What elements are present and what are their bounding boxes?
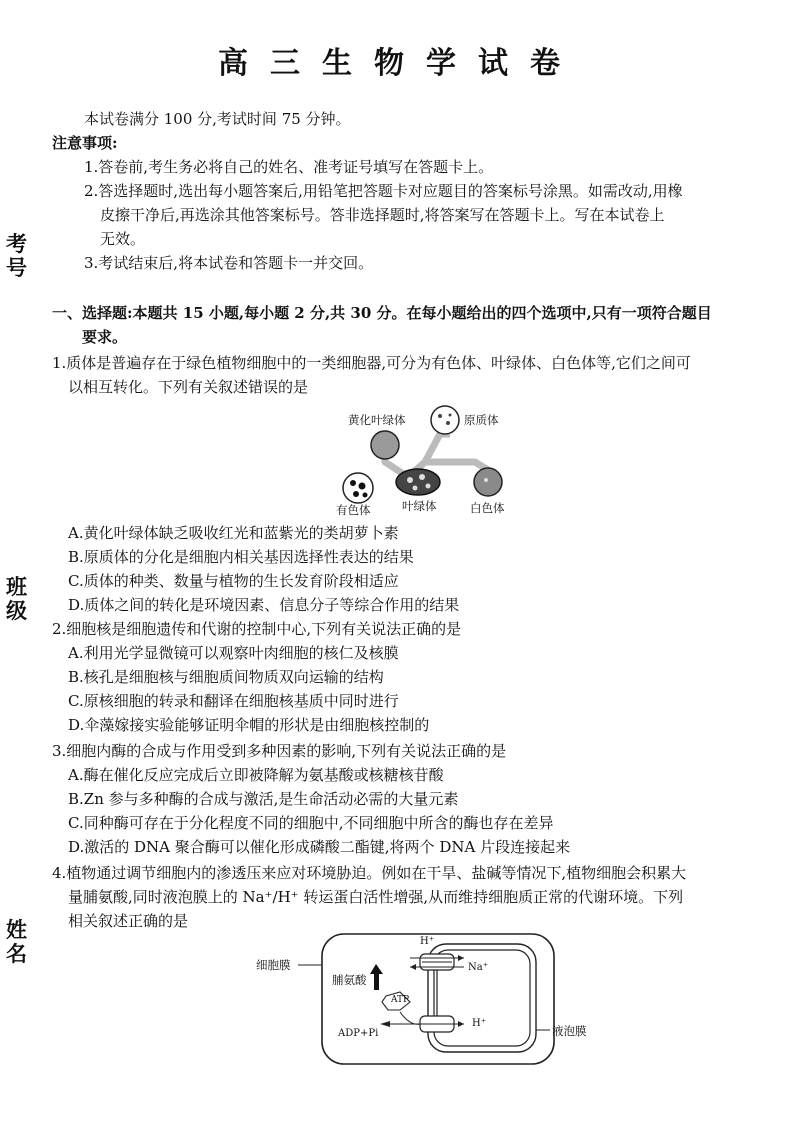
label-proplastid: 原质体	[464, 413, 499, 427]
q1-stem-cont: 以相互转化。下列有关叙述错误的是	[68, 378, 309, 396]
q3-option-b: B.Zn 参与多种酶的合成与激活,是生命活动必需的大量元素	[68, 790, 459, 808]
note-2-end: 无效。	[100, 230, 146, 248]
q3-option-a: A.酶在催化反应完成后立即被降解为氨基酸或核糖核苷酸	[68, 766, 444, 784]
q1-option-c: C.质体的种类、数量与植物的生长发育阶段相适应	[68, 572, 399, 590]
q1-option-a: A.黄化叶绿体缺乏吸收红光和蓝紫光的类胡萝卜素	[68, 524, 399, 542]
section-heading-cont: 要求。	[82, 328, 128, 346]
label-na: Na⁺	[468, 962, 488, 973]
q4-stem-cont: 量脯氨酸,同时液泡膜上的 Na⁺/H⁺ 转运蛋白活性增强,从而维持细胞质正常的代谢环境。下列	[68, 888, 684, 906]
q3-stem: 3.细胞内酶的合成与作用受到多种因素的影响,下列有关说法正确的是	[52, 742, 507, 760]
q4-stem-end: 相关叙述正确的是	[68, 912, 189, 930]
intro-text: 本试卷满分 100 分,考试时间 75 分钟。	[84, 110, 351, 128]
q1-option-d: D.质体之间的转化是环境因素、信息分子等综合作用的结果	[68, 596, 460, 614]
notice-title: 注意事项:	[52, 134, 118, 152]
label-adp-pi: ADP+Pi	[338, 1028, 379, 1039]
label-proline: 脯氨酸	[332, 973, 367, 987]
section-heading: 一、选择题:本题共 15 小题,每小题 2 分,共 30 分。在每小题给出的四个选项中,只有一项符合题目	[52, 304, 712, 322]
chromoplast-icon	[343, 473, 373, 503]
label-etiolated-chloroplast: 黄化叶绿体	[348, 413, 406, 427]
q2-option-d: D.伞藻嫁接实验能够证明伞帽的形状是由细胞核控制的	[68, 716, 430, 734]
page-title: 高三生物学试卷	[218, 46, 582, 81]
side-label-class: 班 级	[6, 574, 27, 623]
label-h-top: H⁺	[420, 936, 434, 947]
q3-option-c: C.同种酶可存在于分化程度不同的细胞中,不同细胞中所含的酶也存在差异	[68, 814, 554, 832]
label-vacuole-membrane: 液泡膜	[552, 1024, 587, 1038]
q2-option-a: A.利用光学显微镜可以观察叶肉细胞的核仁及核膜	[68, 644, 399, 662]
note-2: 2.答选择题时,选出每小题答案后,用铅笔把答题卡对应题目的答案标号涂黑。如需改动,用橡	[84, 182, 683, 200]
label-h-bottom: H⁺	[472, 1018, 486, 1029]
note-3: 3.考试结束后,将本试卷和答题卡一并交回。	[84, 254, 374, 272]
chloroplast-icon	[396, 469, 440, 495]
q2-stem: 2.细胞核是细胞遗传和代谢的控制中心,下列有关说法正确的是	[52, 620, 462, 638]
cell-transport-diagram	[250, 930, 610, 1070]
q4-stem: 4.植物通过调节细胞内的渗透压来应对环境胁迫。例如在干旱、盐碱等情况下,植物细胞会积累大	[52, 864, 687, 882]
etiolated-chloroplast-icon	[371, 431, 399, 459]
label-cell-membrane: 细胞膜	[256, 958, 291, 972]
plastid-figure	[330, 402, 520, 517]
proplastid-icon	[431, 406, 459, 434]
side-label-name: 姓 名	[6, 917, 27, 966]
q3-option-d: D.激活的 DNA 聚合酶可以催化形成磷酸二酯键,将两个 DNA 片段连接起来	[68, 838, 571, 856]
q2-option-c: C.原核细胞的转录和翻译在细胞核基质中同时进行	[68, 692, 399, 710]
note-1: 1.答卷前,考生务必将自己的姓名、准考证号填写在答题卡上。	[84, 158, 494, 176]
cell-figure	[250, 930, 610, 1070]
note-2-cont: 皮擦干净后,再选涂其他答案标号。答非选择题时,将答案写在答题卡上。写在本试卷上	[100, 206, 665, 224]
leucoplast-icon	[474, 468, 502, 496]
q1-option-b: B.原质体的分化是细胞内相关基因选择性表达的结果	[68, 548, 414, 566]
label-atp: ATP	[391, 995, 410, 1005]
q2-option-b: B.核孔是细胞核与细胞质间物质双向运输的结构	[68, 668, 384, 686]
label-leucoplast: 白色体	[470, 501, 505, 515]
side-label-exam-no: 考 号	[6, 231, 27, 280]
label-chromoplast: 有色体	[336, 503, 371, 517]
label-chloroplast: 叶绿体	[402, 499, 437, 513]
q1-stem: 1.质体是普遍存在于绿色植物细胞中的一类细胞器,可分为有色体、叶绿体、白色体等,它们之间可	[52, 354, 691, 372]
